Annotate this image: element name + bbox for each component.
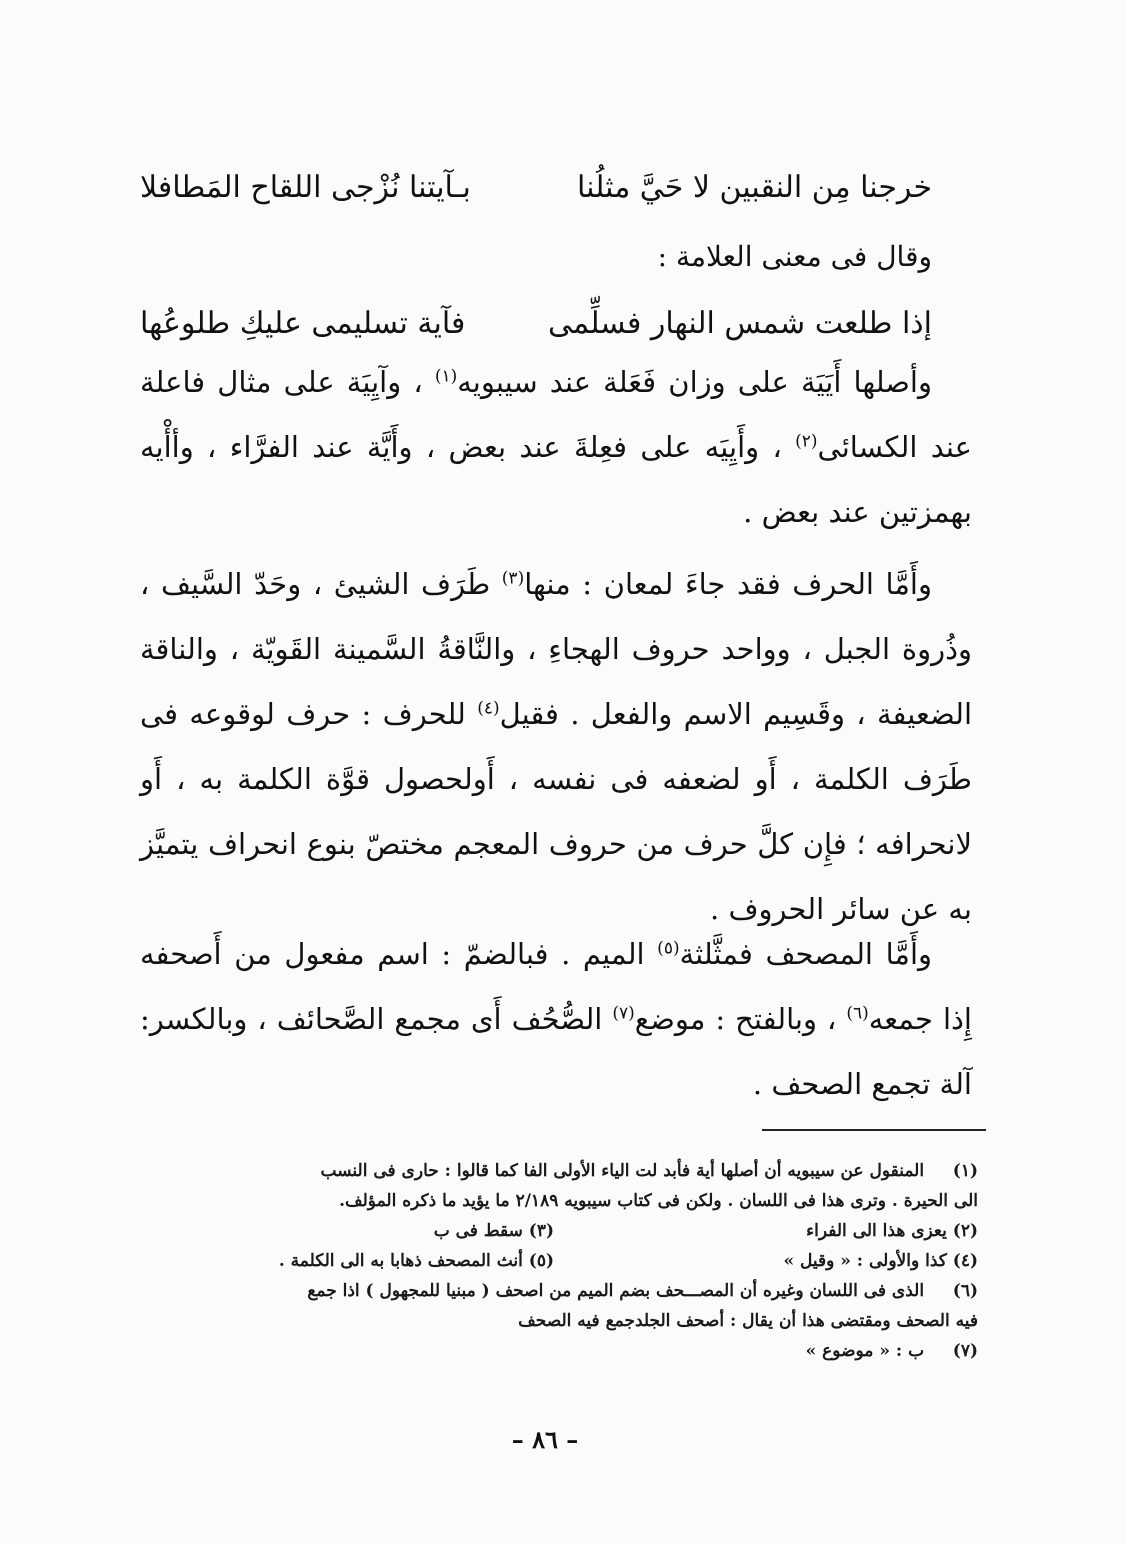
footnote-number: (٥) xyxy=(528,1251,554,1271)
footnote-number: (٣) xyxy=(528,1221,554,1241)
footnote xyxy=(783,1246,978,1276)
footnote-marker: (٥) xyxy=(657,938,680,959)
footnote-pair xyxy=(118,1246,978,1276)
footnote-text: يعزى هذا الى الفراء xyxy=(806,1221,947,1241)
footnote-text: ب : « موضوع » xyxy=(805,1341,925,1361)
body-paragraph xyxy=(140,552,972,942)
footnote-marker: (٧) xyxy=(612,1003,635,1024)
verse-first-hemistich: إذا طلعت شمس النهار فسلِّمى xyxy=(547,306,932,341)
footnote-number: (١) xyxy=(952,1161,978,1181)
footnote-text: كذا والأولى : « وقيل » xyxy=(783,1251,947,1271)
body-paragraph xyxy=(140,350,972,545)
paragraph-text: وأصلها أَيَيَة على وزان فَعَلة عند سيبويه xyxy=(457,365,932,399)
footnote-marker: (٦) xyxy=(846,1003,869,1024)
paragraph-text: ، وبالفتح : موضع xyxy=(634,1002,847,1036)
footnote-marker: (٢) xyxy=(795,431,818,452)
paragraph-text: وأَمَّا المصحف فمثَّلثة xyxy=(679,937,932,971)
footnote-divider xyxy=(762,1129,986,1131)
footnote-number: (٤) xyxy=(952,1251,978,1271)
footnote xyxy=(806,1216,978,1246)
footnote-text: المنقول عن سيبويه أن أصلها أية فأبد لت الياء الأولى الفا كما قالوا : حارى فى النسب xyxy=(320,1161,925,1181)
verse-first-hemistich: خرجنا مِن النقبين لا حَيَّ مثلُنا xyxy=(577,170,932,205)
footnote-text: أنث المصحف ذهابا به الى الكلمة . xyxy=(278,1251,523,1271)
footnote-text: الى الحيرة . وترى هذا فى اللسان . ولكن فى كتاب سيبويه ٢/١٨٩ ما يؤيد ما ذكره المؤلف. xyxy=(339,1191,978,1211)
paragraph-text: الصُّحُف أَى مجمع الصَّحائف ، وبالكسر: آلة تجمع الصحف . xyxy=(140,1002,972,1101)
footnote xyxy=(118,1276,978,1306)
paragraph-text: الميم . فبالضمّ : اسم مفعول من أَصحفه إِذا جمعه xyxy=(140,937,972,1036)
footnote xyxy=(118,1156,978,1186)
paragraph-text: وأَمَّا الحرف فقد جاءَ لمعان : منها xyxy=(524,567,932,601)
footnote-text: سقط فى ب xyxy=(433,1221,523,1241)
poetry-verse xyxy=(140,294,932,354)
footnote-continuation xyxy=(118,1306,978,1336)
paragraph-text: طَرَف الشيئ ، وحَدّ السَّيف ، وذُروة الجبل ، وواحد حروف الهجاءِ ، والنَّاقةُ السَّمينة القَويّة ، والناقة الضعيفة ، وقَسِيم الاسم والفعل . فقيل xyxy=(140,567,972,731)
footnote xyxy=(434,1216,554,1246)
footnote xyxy=(118,1336,978,1366)
footnote-number: (٢) xyxy=(952,1221,978,1241)
footnote-continuation xyxy=(118,1186,978,1216)
body-paragraph xyxy=(140,922,972,1117)
verse-second-hemistich: بـآيتنا نُزْجى اللقاح المَطافلا xyxy=(140,170,471,205)
footnote-marker: (١) xyxy=(434,366,458,387)
footnote-text: الذى فى اللسان وغيره أن المصـــحف بضم الميم من اصحف ( مبنيا للمجهول ) اذا جمع xyxy=(307,1281,925,1301)
page-number: – ٨٦ – xyxy=(511,1425,579,1454)
footnote xyxy=(279,1246,554,1276)
footnote-number: (٦) xyxy=(952,1281,978,1301)
paragraph-text: ، وآيِيَة على مثال فاعلة عند الكسائى xyxy=(140,365,972,464)
footnotes xyxy=(118,1156,978,1366)
verse-introduction: وقال فى معنى العلامة : xyxy=(657,240,932,273)
paragraph-text: ، وأَيِيَه على فعِلةَ عند بعض ، وأَيَّة عند الفرَّاء ، وأأْيه بهمزتين عند بعض . xyxy=(140,430,972,529)
footnote-marker: (٤) xyxy=(477,698,500,719)
footnote-number: (٧) xyxy=(952,1341,978,1361)
poetry-verse xyxy=(140,158,932,218)
footnote-pair xyxy=(118,1216,978,1246)
footnote-marker: (٣) xyxy=(501,568,525,589)
paragraph-text: للحرف : حرف لوقوعه فى طَرَف الكلمة ، أَو لضعفه فى نفسه ، أَولحصول قوَّة الكلمة به ، أَو لانحرافه ؛ فإِن كلَّ حرف من حروف المعجم مختصّ بنوع انحراف يتميَّز به عن سائر الحروف . xyxy=(140,697,972,926)
verse-second-hemistich: فآية تسليمى عليكِ طلوعُها xyxy=(140,306,466,341)
footnote-text: فيه الصحف ومقتضى هذا أن يقال : أصحف الجلدجمع فيه الصحف xyxy=(518,1311,978,1331)
